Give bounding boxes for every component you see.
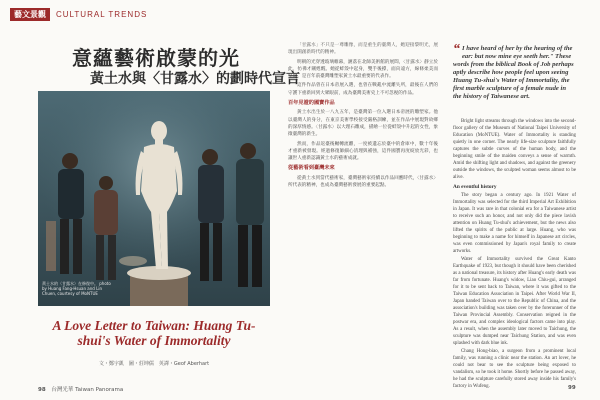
mid-quote: 「甘露水」不只是一尊雕像，而是重生的臺灣人，她迎接黎明光，展現出開創新時代的精神。 [288, 43, 438, 56]
right-paragraph-1: Bright light streams through the windows into the second-floor gallery of the Museum of National Taipei University of Education (MoNTUE). Water of Immortality is standing quietly in one corner. The nearly life-size sculpture faithfully captures the subtle curves of the human body, and the beginning smile of the maiden conveys a sense of warmth. Amid the shifting light and shadows, and against the greenery outside the windows, the sculpted woman seems almost to be alive. [453, 119, 576, 180]
quote-mark-icon: “ [453, 42, 460, 57]
mid-heading-1: 百年見證的國寶作品 [288, 100, 335, 107]
right-heading: An eventful history [453, 184, 497, 190]
photo-caption: 黃土水的〈甘露水〉在修復中。 photo by Huang Fang-Hsuan and Lin Chuen, courtesy of MoNTUE [42, 281, 111, 296]
section-tag [10, 8, 147, 21]
article-title-cn: 意蘊藝術啟蒙的光 [72, 46, 240, 70]
page-number-left: 98 [38, 387, 46, 393]
mid-paragraph-3: 黃土水出生於一八九五年，是臺灣第一位入選日本帝展的雕塑家。他以臺灣人的身分，在東京美術學校接受嚴格訓練，並在作品中展現對故鄉的深厚情感。〈甘露水〉以大理石雕成，描繪一位從蚌殼中升起的女性，象徵臺灣的新生。 [288, 110, 438, 138]
chinese-text-column [288, 42, 438, 382]
pull-quote-en [453, 42, 576, 101]
article-credit: 文・鄭宇凱 圖・莊坤儒 英譯・Geof Aberhart [98, 361, 210, 367]
mid-paragraph-5: 從黃土水到當代藝術家，臺灣藝術家持續以作品回應時代，〈甘露水〉所代表的精神，也成為臺灣藝術發展的重要起點。 [288, 175, 438, 189]
photo-illustration [38, 91, 270, 306]
article-title-en: A Love Letter to Taiwan: Huang Tu-shui's Water of Immortality [52, 318, 256, 348]
pull-quote-text: I have heard of her by the hearing of the ear: but now mine eye seeth her." These words from the biblical Book of Job perhaps aptly describe how people feel upon seeing Huang Tu-shui's Water of Immortality, the first marble sculpture of a female nude in the history of Taiwanese art. [453, 45, 574, 100]
magazine-name: 台灣光華 Taiwan Panorama [51, 387, 124, 393]
article-subtitle-cn: 黃土水與〈甘露水〉的劃時代宣言 [90, 71, 300, 87]
section-tag-cn: 藝文景觀 [10, 8, 50, 21]
sculpture-restoration-photo [38, 91, 270, 306]
footer-right [568, 385, 576, 391]
footer-left [38, 385, 123, 393]
mid-paragraph-2: 這件作品曾在日本帝展入選，也曾在戰亂中流離失所，最後在人們的守護下重新回到大眾眼前，成為臺灣美術史上不可忽視的作品。 [288, 83, 438, 96]
mid-heading-2: 從藝術看到臺灣未來 [288, 165, 335, 172]
mid-paragraph-4: 然而，作品返臺後輾轉流離，一度被遺忘於臺中的倉庫中，數十年後才重新被發現。經過修復師細心清理與補強，這件國寶再度綻放光彩，也讓世人重新認識黃土水的藝術成就。 [288, 141, 438, 162]
section-tag-en: CULTURAL TRENDS [56, 10, 148, 19]
page-number-right: 99 [568, 385, 576, 391]
right-paragraph-4: Chang Hong-biao, a surgeon from a prominent local family, was running a clinic near the station. An art lover, he could not bear to see the sculpture being exposed to vandalism, so he took it home. Shortly before he passed away, he had the sculpture carefully stored away inside his family's factory in Wufeng. [453, 349, 576, 389]
right-paragraph-3: Water of Immortality survived the Great Kanto Earthquake of 1923, but though it should have been cherished as a national treasure, its history after Huang's early death was far from fortunate. Huang's widow, Liao Chiu-gui, arranged for it to be sent back to Taiwan, where it was gifted to the Taiwan Education Association in Taipei. After World War II, Japan handed Taiwan over to the Republic of China, and the association's building was taken over by the forerunner of the Taiwan Provincial Assembly. Conservation reigned in the postwar era, and complex ideological factors came into play. As a result, when the assembly later moved to Taichung, the sculpture was dumped near Taichung Station, and was even splashed with dark blue ink. [453, 257, 576, 346]
mid-paragraph-1: 明朝的光穿透玻璃帷幕，灑落在北師美術館的展間，〈甘露水〉靜立於此，彷彿才剛甦醒。她從蚌殼中起身，雙手後撐，面向遠方，線條柔美而堅毅，是百年前臺灣雕塑家黃土水最重要的代表作。 [288, 59, 438, 80]
right-paragraph-2: The story began a century ago. In 1921 Water of Immortality was selected for the third Imperial Art Exhibition in Japan. It was rare in that colonial era for a Taiwanese artist to receive such an honor, and not only did the piece lavish attention on Huang Tu-shui's achievement, but the news also lifted the spirits of the public at large. Huang, who was beginning to make a name for himself in Japanese art circles, was even commissioned by Japan's royal family to create artworks. [453, 193, 576, 254]
